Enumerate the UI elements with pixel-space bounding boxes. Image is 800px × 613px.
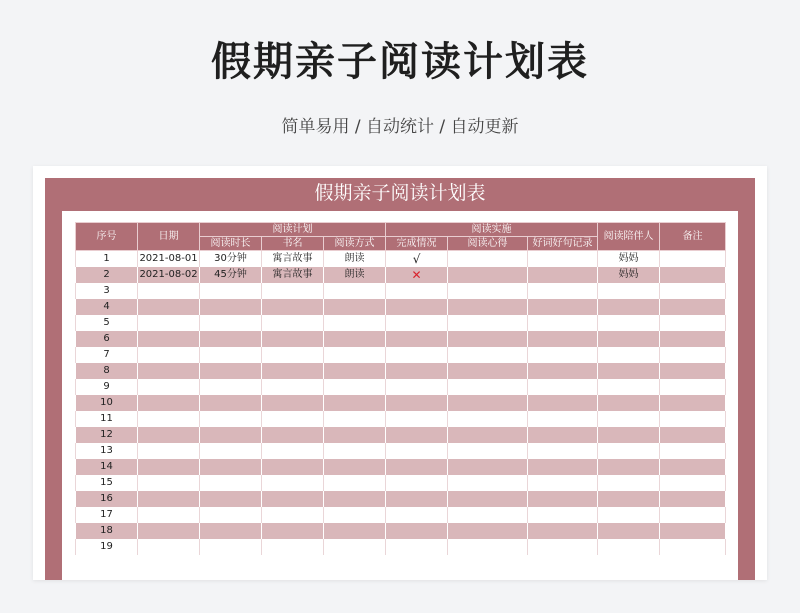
cell-companion[interactable] bbox=[598, 379, 660, 395]
cell-book[interactable] bbox=[262, 283, 324, 299]
cell-companion[interactable] bbox=[598, 363, 660, 379]
cell-duration[interactable] bbox=[200, 523, 262, 539]
col-header-date: 日期 bbox=[138, 223, 200, 251]
cell-status[interactable] bbox=[386, 523, 448, 539]
cell-seq[interactable]: 3 bbox=[76, 283, 138, 299]
table-row bbox=[76, 331, 726, 347]
cell-method[interactable] bbox=[324, 411, 386, 427]
cell-duration[interactable] bbox=[200, 379, 262, 395]
cell-quotes[interactable] bbox=[528, 507, 598, 523]
cell-quotes[interactable] bbox=[528, 331, 598, 347]
cell-date[interactable] bbox=[138, 507, 200, 523]
cell-companion[interactable] bbox=[598, 443, 660, 459]
cell-notes[interactable] bbox=[660, 363, 726, 379]
cell-companion[interactable] bbox=[598, 539, 660, 555]
cell-method[interactable] bbox=[324, 523, 386, 539]
cell-companion[interactable]: 妈妈 bbox=[598, 267, 660, 283]
cell-seq[interactable]: 1 bbox=[76, 251, 138, 268]
cell-book[interactable] bbox=[262, 395, 324, 411]
col-header-duration: 阅读时长 bbox=[200, 237, 262, 251]
cell-reflection[interactable] bbox=[448, 267, 528, 283]
cell-quotes[interactable] bbox=[528, 539, 598, 555]
page-subtitle: 简单易用 / 自动统计 / 自动更新 bbox=[281, 117, 519, 137]
cell-duration[interactable] bbox=[200, 347, 262, 363]
cell-status[interactable] bbox=[386, 411, 448, 427]
cell-companion[interactable] bbox=[598, 347, 660, 363]
cell-reflection[interactable] bbox=[448, 491, 528, 507]
cell-companion[interactable] bbox=[598, 395, 660, 411]
cell-status[interactable] bbox=[386, 507, 448, 523]
cell-method[interactable] bbox=[324, 363, 386, 379]
cell-reflection[interactable] bbox=[448, 331, 528, 347]
cell-date[interactable] bbox=[138, 523, 200, 539]
cell-duration[interactable] bbox=[200, 331, 262, 347]
cell-reflection[interactable] bbox=[448, 507, 528, 523]
cell-method[interactable] bbox=[324, 379, 386, 395]
cell-reflection[interactable] bbox=[448, 475, 528, 491]
cell-seq[interactable]: 8 bbox=[76, 363, 138, 379]
cell-reflection[interactable] bbox=[448, 363, 528, 379]
cell-seq[interactable]: 15 bbox=[76, 475, 138, 491]
table-row bbox=[76, 267, 726, 283]
table-row bbox=[76, 491, 726, 507]
cell-quotes[interactable] bbox=[528, 491, 598, 507]
cell-notes[interactable] bbox=[660, 411, 726, 427]
table-row bbox=[76, 347, 726, 363]
reading-plan-table bbox=[75, 222, 726, 555]
cell-seq[interactable]: 4 bbox=[76, 299, 138, 315]
cell-date[interactable] bbox=[138, 299, 200, 315]
cell-duration[interactable] bbox=[200, 315, 262, 331]
cell-companion[interactable]: 妈妈 bbox=[598, 251, 660, 268]
cell-seq[interactable]: 16 bbox=[76, 491, 138, 507]
col-header-status: 完成情况 bbox=[386, 237, 448, 251]
cell-book[interactable] bbox=[262, 475, 324, 491]
cell-book[interactable] bbox=[262, 363, 324, 379]
cell-quotes[interactable] bbox=[528, 411, 598, 427]
cell-book[interactable] bbox=[262, 411, 324, 427]
cell-seq[interactable]: 2 bbox=[76, 267, 138, 283]
cell-book[interactable] bbox=[262, 507, 324, 523]
cell-date[interactable] bbox=[138, 491, 200, 507]
cell-status[interactable] bbox=[386, 347, 448, 363]
cell-companion[interactable] bbox=[598, 299, 660, 315]
sheet-title: 假期亲子阅读计划表 bbox=[314, 182, 486, 204]
cell-status[interactable] bbox=[386, 459, 448, 475]
spreadsheet-preview-card bbox=[33, 166, 767, 580]
cell-notes[interactable] bbox=[660, 475, 726, 491]
table-row bbox=[76, 283, 726, 299]
cell-book[interactable] bbox=[262, 443, 324, 459]
cell-date[interactable] bbox=[138, 411, 200, 427]
cell-duration[interactable] bbox=[200, 459, 262, 475]
col-group-implementation: 阅读实施 bbox=[386, 223, 598, 237]
cell-quotes[interactable] bbox=[528, 443, 598, 459]
cell-notes[interactable] bbox=[660, 539, 726, 555]
col-group-plan: 阅读计划 bbox=[200, 223, 386, 237]
cell-date[interactable]: 2021-08-02 bbox=[138, 267, 200, 283]
cell-status[interactable] bbox=[386, 491, 448, 507]
cell-book[interactable]: 寓言故事 bbox=[262, 267, 324, 283]
cell-companion[interactable] bbox=[598, 523, 660, 539]
cell-status[interactable] bbox=[386, 331, 448, 347]
cell-book[interactable] bbox=[262, 347, 324, 363]
cell-status[interactable] bbox=[386, 379, 448, 395]
cell-status[interactable] bbox=[386, 475, 448, 491]
cell-date[interactable] bbox=[138, 379, 200, 395]
cell-companion[interactable] bbox=[598, 331, 660, 347]
cell-method[interactable] bbox=[324, 283, 386, 299]
cell-book[interactable] bbox=[262, 491, 324, 507]
cell-date[interactable] bbox=[138, 395, 200, 411]
col-header-method: 阅读方式 bbox=[324, 237, 386, 251]
cell-seq[interactable]: 9 bbox=[76, 379, 138, 395]
table-row bbox=[76, 427, 726, 443]
cell-method[interactable] bbox=[324, 491, 386, 507]
cell-companion[interactable] bbox=[598, 315, 660, 331]
cell-book[interactable]: 寓言故事 bbox=[262, 251, 324, 268]
table-row bbox=[76, 411, 726, 427]
cell-seq[interactable]: 18 bbox=[76, 523, 138, 539]
col-header-companion: 阅读陪伴人 bbox=[598, 223, 660, 251]
cell-date[interactable] bbox=[138, 363, 200, 379]
cell-status[interactable] bbox=[386, 283, 448, 299]
cell-status[interactable] bbox=[386, 427, 448, 443]
cell-duration[interactable] bbox=[200, 411, 262, 427]
cross-icon[interactable]: ✕ bbox=[386, 267, 448, 283]
cell-quotes[interactable] bbox=[528, 523, 598, 539]
table-row bbox=[76, 395, 726, 411]
cell-reflection[interactable] bbox=[448, 459, 528, 475]
cell-notes[interactable] bbox=[660, 315, 726, 331]
cell-seq[interactable]: 19 bbox=[76, 539, 138, 555]
cell-quotes[interactable] bbox=[528, 251, 598, 268]
cell-notes[interactable] bbox=[660, 443, 726, 459]
cell-duration[interactable] bbox=[200, 475, 262, 491]
table-row bbox=[76, 475, 726, 491]
cell-status[interactable] bbox=[386, 443, 448, 459]
cell-method[interactable]: 朗读 bbox=[324, 267, 386, 283]
cell-notes[interactable] bbox=[660, 331, 726, 347]
cell-reflection[interactable] bbox=[448, 427, 528, 443]
cell-quotes[interactable] bbox=[528, 267, 598, 283]
cell-reflection[interactable] bbox=[448, 523, 528, 539]
table-row bbox=[76, 315, 726, 331]
cell-method[interactable]: 朗读 bbox=[324, 251, 386, 268]
cell-status[interactable] bbox=[386, 363, 448, 379]
cell-date[interactable] bbox=[138, 459, 200, 475]
cell-reflection[interactable] bbox=[448, 379, 528, 395]
sheet-frame bbox=[45, 178, 755, 580]
cell-reflection[interactable] bbox=[448, 283, 528, 299]
cell-book[interactable] bbox=[262, 331, 324, 347]
cell-notes[interactable] bbox=[660, 507, 726, 523]
cell-date[interactable] bbox=[138, 347, 200, 363]
cell-duration[interactable] bbox=[200, 443, 262, 459]
cell-book[interactable] bbox=[262, 299, 324, 315]
cell-companion[interactable] bbox=[598, 475, 660, 491]
sheet-inner bbox=[62, 211, 738, 580]
cell-seq[interactable]: 13 bbox=[76, 443, 138, 459]
cell-duration[interactable] bbox=[200, 299, 262, 315]
cell-duration[interactable] bbox=[200, 283, 262, 299]
cell-reflection[interactable] bbox=[448, 395, 528, 411]
cell-duration[interactable]: 30分钟 bbox=[200, 251, 262, 268]
cell-seq[interactable]: 7 bbox=[76, 347, 138, 363]
cell-reflection[interactable] bbox=[448, 411, 528, 427]
cell-duration[interactable] bbox=[200, 507, 262, 523]
table-row bbox=[76, 539, 726, 555]
col-header-reflection: 阅读心得 bbox=[448, 237, 528, 251]
cell-quotes[interactable] bbox=[528, 459, 598, 475]
cell-method[interactable] bbox=[324, 427, 386, 443]
cell-book[interactable] bbox=[262, 523, 324, 539]
cell-duration[interactable] bbox=[200, 491, 262, 507]
cell-book[interactable] bbox=[262, 379, 324, 395]
cell-seq[interactable]: 12 bbox=[76, 427, 138, 443]
cell-companion[interactable] bbox=[598, 283, 660, 299]
cell-notes[interactable] bbox=[660, 379, 726, 395]
cell-book[interactable] bbox=[262, 315, 324, 331]
cell-duration[interactable] bbox=[200, 427, 262, 443]
cell-reflection[interactable] bbox=[448, 539, 528, 555]
cell-notes[interactable] bbox=[660, 395, 726, 411]
cell-quotes[interactable] bbox=[528, 363, 598, 379]
table-row bbox=[76, 299, 726, 315]
cell-notes[interactable] bbox=[660, 299, 726, 315]
cell-seq[interactable]: 10 bbox=[76, 395, 138, 411]
cell-seq[interactable]: 14 bbox=[76, 459, 138, 475]
page-title: 假期亲子阅读计划表 bbox=[211, 39, 589, 85]
cell-notes[interactable] bbox=[660, 491, 726, 507]
cell-quotes[interactable] bbox=[528, 379, 598, 395]
cell-status[interactable] bbox=[386, 299, 448, 315]
cell-duration[interactable] bbox=[200, 395, 262, 411]
cell-companion[interactable] bbox=[598, 507, 660, 523]
cell-reflection[interactable] bbox=[448, 347, 528, 363]
cell-quotes[interactable] bbox=[528, 395, 598, 411]
cell-reflection[interactable] bbox=[448, 251, 528, 268]
table-row bbox=[76, 251, 726, 268]
cell-method[interactable] bbox=[324, 347, 386, 363]
cell-seq[interactable]: 17 bbox=[76, 507, 138, 523]
cell-notes[interactable] bbox=[660, 267, 726, 283]
cell-quotes[interactable] bbox=[528, 427, 598, 443]
cell-date[interactable]: 2021-08-01 bbox=[138, 251, 200, 268]
cell-reflection[interactable] bbox=[448, 315, 528, 331]
cell-book[interactable] bbox=[262, 427, 324, 443]
table-row bbox=[76, 459, 726, 475]
cell-quotes[interactable] bbox=[528, 475, 598, 491]
cell-quotes[interactable] bbox=[528, 283, 598, 299]
cell-quotes[interactable] bbox=[528, 347, 598, 363]
cell-book[interactable] bbox=[262, 459, 324, 475]
cell-method[interactable] bbox=[324, 539, 386, 555]
cell-method[interactable] bbox=[324, 475, 386, 491]
cell-date[interactable] bbox=[138, 427, 200, 443]
cell-notes[interactable] bbox=[660, 427, 726, 443]
cell-date[interactable] bbox=[138, 315, 200, 331]
cell-date[interactable] bbox=[138, 539, 200, 555]
cell-status[interactable] bbox=[386, 539, 448, 555]
col-header-notes: 备注 bbox=[660, 223, 726, 251]
cell-book[interactable] bbox=[262, 539, 324, 555]
cell-reflection[interactable] bbox=[448, 443, 528, 459]
cell-quotes[interactable] bbox=[528, 299, 598, 315]
col-header-book: 书名 bbox=[262, 237, 324, 251]
table-row bbox=[76, 443, 726, 459]
cell-duration[interactable] bbox=[200, 539, 262, 555]
cell-seq[interactable]: 5 bbox=[76, 315, 138, 331]
cell-method[interactable] bbox=[324, 395, 386, 411]
cell-duration[interactable]: 45分钟 bbox=[200, 267, 262, 283]
table-row bbox=[76, 363, 726, 379]
cell-companion[interactable] bbox=[598, 459, 660, 475]
check-icon[interactable]: √ bbox=[386, 251, 448, 268]
cell-date[interactable] bbox=[138, 331, 200, 347]
cell-notes[interactable] bbox=[660, 283, 726, 299]
cell-companion[interactable] bbox=[598, 427, 660, 443]
cell-date[interactable] bbox=[138, 283, 200, 299]
cell-method[interactable] bbox=[324, 459, 386, 475]
cell-notes[interactable] bbox=[660, 523, 726, 539]
cell-method[interactable] bbox=[324, 443, 386, 459]
cell-notes[interactable] bbox=[660, 251, 726, 268]
cell-status[interactable] bbox=[386, 395, 448, 411]
cell-method[interactable] bbox=[324, 507, 386, 523]
cell-notes[interactable] bbox=[660, 347, 726, 363]
cell-date[interactable] bbox=[138, 443, 200, 459]
table-row bbox=[76, 379, 726, 395]
cell-date[interactable] bbox=[138, 475, 200, 491]
col-header-quotes: 好词好句记录 bbox=[528, 237, 598, 251]
cell-method[interactable] bbox=[324, 315, 386, 331]
table-row bbox=[76, 507, 726, 523]
cell-quotes[interactable] bbox=[528, 315, 598, 331]
cell-duration[interactable] bbox=[200, 363, 262, 379]
cell-status[interactable] bbox=[386, 315, 448, 331]
cell-seq[interactable]: 11 bbox=[76, 411, 138, 427]
table-row bbox=[76, 523, 726, 539]
cell-companion[interactable] bbox=[598, 411, 660, 427]
cell-method[interactable] bbox=[324, 299, 386, 315]
cell-seq[interactable]: 6 bbox=[76, 331, 138, 347]
col-header-seq: 序号 bbox=[76, 223, 138, 251]
cell-reflection[interactable] bbox=[448, 299, 528, 315]
cell-method[interactable] bbox=[324, 331, 386, 347]
cell-notes[interactable] bbox=[660, 459, 726, 475]
cell-companion[interactable] bbox=[598, 491, 660, 507]
